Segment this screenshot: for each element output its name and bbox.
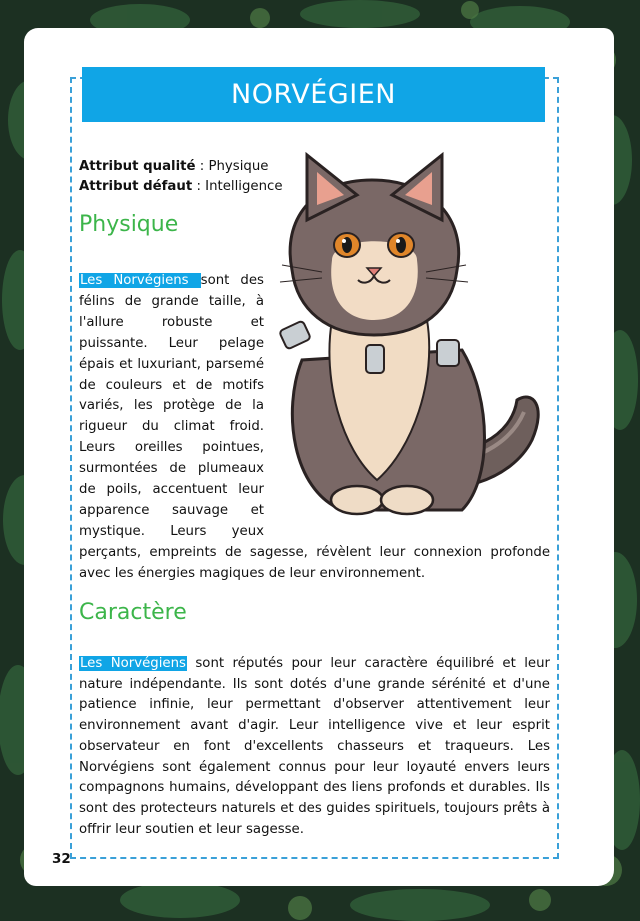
page-title: NORVÉGIEN — [82, 67, 545, 122]
physique-text: sont des félins de grande taille, à l'allure robuste et puissante. Leur pelage épais et luxuriant, parsemé de couleurs et de motifs variés, les protège de la rigueur du climat froid. Leurs oreilles pointues, surmontées de plumeaux de poils, accentuent leur apparence sauvage et mystique. Leurs yeux perçants, empreints de sagesse, révèlent leur connexion profonde avec les énergies magiques de leur environnement. — [79, 273, 550, 581]
defect-attribute — [79, 177, 283, 197]
highlight-norvegiens-physique: Les Norvégiens — [80, 273, 200, 288]
attributes — [79, 157, 283, 197]
defect-label: Attribut défaut — [79, 179, 193, 194]
highlight-norvegiens-caractere: Les Norvégiens — [80, 656, 186, 671]
page-number: 32 — [52, 851, 71, 867]
quality-attribute — [79, 157, 283, 177]
defect-value: : Intelligence — [192, 179, 283, 194]
physique-paragraph — [79, 271, 550, 585]
caractere-paragraph — [79, 654, 550, 840]
heading-caractere: Caractère — [79, 600, 187, 625]
quality-value: : Physique — [195, 159, 269, 174]
heading-physique: Physique — [79, 212, 179, 237]
caractere-text: sont réputés pour leur caractère équilibré et leur nature indépendante. Ils sont dotés d'une grande sérénité et d'une patience infinie, leur permettant d'observer attentivement leur environnement avant d'agir. Leur intelligence vive et leur esprit observateur en font d'excellents chasseurs et traqueurs. Les Norvégiens sont également connus pour leur loyauté envers leurs compagnons humains, développant des liens profonds et durables. Ils sont des protecteurs naturels et des guides spirituels, toujours prêts à offrir leur soutien et leur sagesse. — [79, 656, 550, 837]
quality-label: Attribut qualité — [79, 159, 196, 174]
